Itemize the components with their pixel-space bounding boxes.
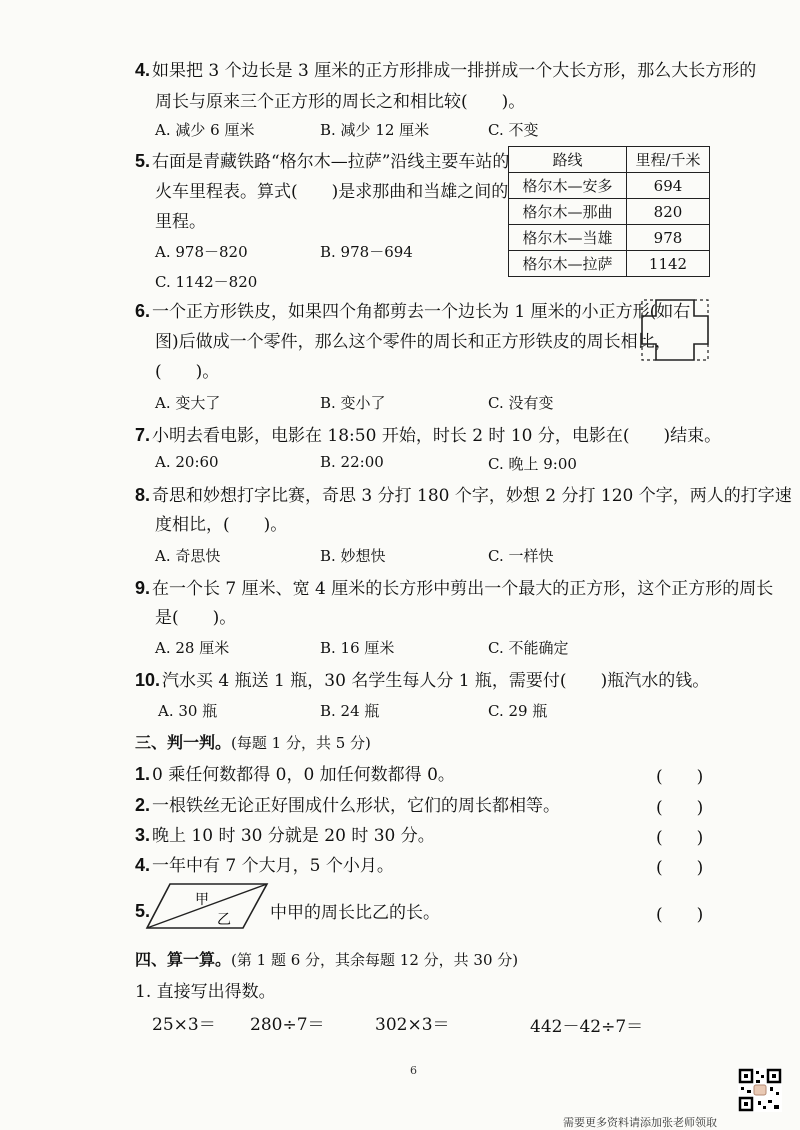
question-text: 是( )。 [155, 608, 237, 628]
option-b: B. 16 厘米 [320, 639, 395, 657]
section-title: 三、判一判。 [135, 733, 232, 752]
option-a: A. 978－820 [155, 243, 248, 261]
footer-promo-text: 需要更多资料请添加张老师领取 [563, 1116, 717, 1129]
table-row [509, 251, 710, 277]
calc-item: 25×3＝ [152, 1015, 216, 1035]
question-text: 里程。 [155, 212, 206, 232]
option-c: C. 1142－820 [155, 273, 258, 291]
table-cell: 694 [627, 173, 710, 199]
table-header: 里程/千米 [627, 147, 710, 173]
question-text: 在一个长 7 厘米、宽 4 厘米的长方形中剪出一个最大的正方形，这个正方形的周长 [152, 579, 774, 599]
answer-paren[interactable]: ( ) [656, 905, 704, 925]
calc-item: 442－42÷7＝ [530, 1017, 644, 1037]
question-5 [135, 146, 509, 177]
question-8 [135, 480, 792, 511]
section-3-heading [135, 730, 371, 753]
option-c: C. 晚上 9:00 [488, 455, 577, 473]
table-row [509, 199, 710, 225]
question-text: 右面是青藏铁路“格尔木—拉萨”沿线主要车站的 [152, 152, 510, 172]
question-9 [135, 573, 773, 604]
parallelogram-figure [145, 880, 270, 932]
question-text: ( )。 [155, 362, 220, 382]
option-a: A. 减少 6 厘米 [155, 121, 255, 139]
option-b: B. 22:00 [320, 453, 384, 471]
option-b: B. 变小了 [320, 394, 386, 412]
question-number: 7. [135, 425, 151, 445]
section-note: (每题 1 分，共 5 分) [231, 734, 371, 752]
table-cell: 格尔木—安多 [509, 173, 627, 199]
judge-item-4 [135, 850, 394, 881]
question-text: 一个正方形铁皮，如果四个角都剪去一个边长为 1 厘米的小正方形(如右 [152, 302, 691, 322]
option-b: B. 24 瓶 [320, 702, 380, 720]
table-cell: 格尔木—当雄 [509, 225, 627, 251]
section-note: (第 1 题 6 分，其余每题 12 分，共 30 分) [231, 951, 519, 969]
calc-item: 302×3＝ [375, 1015, 450, 1035]
option-c: C. 不变 [488, 121, 539, 139]
item-text: 晚上 10 时 30 分就是 20 时 30 分。 [152, 826, 435, 846]
sub-question-1: 1. 直接写出得数。 [135, 982, 276, 1002]
judge-item-1 [135, 759, 455, 790]
question-10 [135, 665, 709, 696]
table-header-row [509, 147, 710, 173]
question-text: 火车里程表。算式( )是求那曲和当雄之间的 [155, 182, 509, 202]
question-number: 6. [135, 301, 151, 321]
question-number: 8. [135, 485, 151, 505]
section-title: 四、算一算。 [135, 950, 232, 969]
item-number: 1. [135, 764, 151, 784]
question-text: 小明去看电影，电影在 18:50 开始，时长 2 时 10 分，电影在( )结束。 [152, 426, 722, 446]
item-text: 0 乘任何数都得 0，0 加任何数都得 0。 [152, 765, 455, 785]
question-number: 4. [135, 60, 151, 80]
calc-item: 280÷7＝ [250, 1015, 325, 1035]
table-cell: 978 [627, 225, 710, 251]
judge-item-2 [135, 790, 560, 821]
route-mileage-table [508, 146, 710, 277]
item-number: 5. [135, 901, 151, 921]
qr-code-icon[interactable] [738, 1068, 782, 1112]
question-text: 如果把 3 个边长是 3 厘米的正方形排成一排拼成一个大长方形，那么大长方形的 [152, 61, 757, 81]
option-a: A. 28 厘米 [155, 639, 230, 657]
table-header: 路线 [509, 147, 627, 173]
question-number: 5. [135, 151, 151, 171]
judge-item-3 [135, 820, 435, 851]
table-cell: 1142 [627, 251, 710, 277]
option-b: B. 妙想快 [320, 547, 386, 565]
option-c: C. 29 瓶 [488, 702, 548, 720]
question-4 [135, 55, 756, 86]
item-text: 一年中有 7 个大月，5 个小月。 [152, 856, 394, 876]
page-number: 6 [410, 1064, 417, 1077]
question-text: 图)后做成一个零件，那么这个零件的周长和正方形铁皮的周长相比， [155, 332, 672, 352]
table-cell: 格尔木—拉萨 [509, 251, 627, 277]
question-text: 周长与原来三个正方形的周长之和相比较( )。 [155, 92, 526, 112]
option-a: A. 20:60 [155, 453, 219, 471]
table-row [509, 173, 710, 199]
question-7 [135, 420, 721, 451]
question-number: 10. [135, 670, 161, 690]
item-text: 一根铁丝无论正好围成什么形状，它们的周长都相等。 [152, 796, 561, 816]
option-b: B. 减少 12 厘米 [320, 121, 430, 139]
answer-paren[interactable]: ( ) [656, 767, 704, 787]
answer-paren[interactable]: ( ) [656, 828, 704, 848]
answer-paren[interactable]: ( ) [656, 858, 704, 878]
option-c: C. 不能确定 [488, 639, 569, 657]
question-text: 汽水买 4 瓶送 1 瓶，30 名学生每人分 1 瓶，需要付( )瓶汽水的钱。 [162, 671, 710, 691]
figure-label-jia: 甲 [195, 892, 209, 908]
option-a: A. 30 瓶 [158, 702, 218, 720]
option-c: C. 没有变 [488, 394, 554, 412]
item-number: 3. [135, 825, 151, 845]
answer-paren[interactable]: ( ) [656, 798, 704, 818]
item-number: 4. [135, 855, 151, 875]
question-text: 度相比，( )。 [155, 515, 288, 535]
option-a: A. 变大了 [155, 394, 221, 412]
question-text: 奇思和妙想打字比赛，奇思 3 分打 180 个字，妙想 2 分打 120 个字，两人的打字速 [152, 486, 792, 506]
option-b: B. 978－694 [320, 243, 413, 261]
table-cell: 820 [627, 199, 710, 225]
item-number: 2. [135, 795, 151, 815]
item-text: 中甲的周长比乙的长。 [270, 903, 440, 923]
table-row [509, 225, 710, 251]
option-c: C. 一样快 [488, 547, 554, 565]
section-4-heading [135, 947, 518, 970]
cut-corner-square-figure [640, 298, 710, 362]
figure-label-yi: 乙 [217, 912, 231, 928]
question-6 [135, 296, 690, 327]
table-cell: 格尔木—那曲 [509, 199, 627, 225]
option-a: A. 奇思快 [155, 547, 221, 565]
question-number: 9. [135, 578, 151, 598]
